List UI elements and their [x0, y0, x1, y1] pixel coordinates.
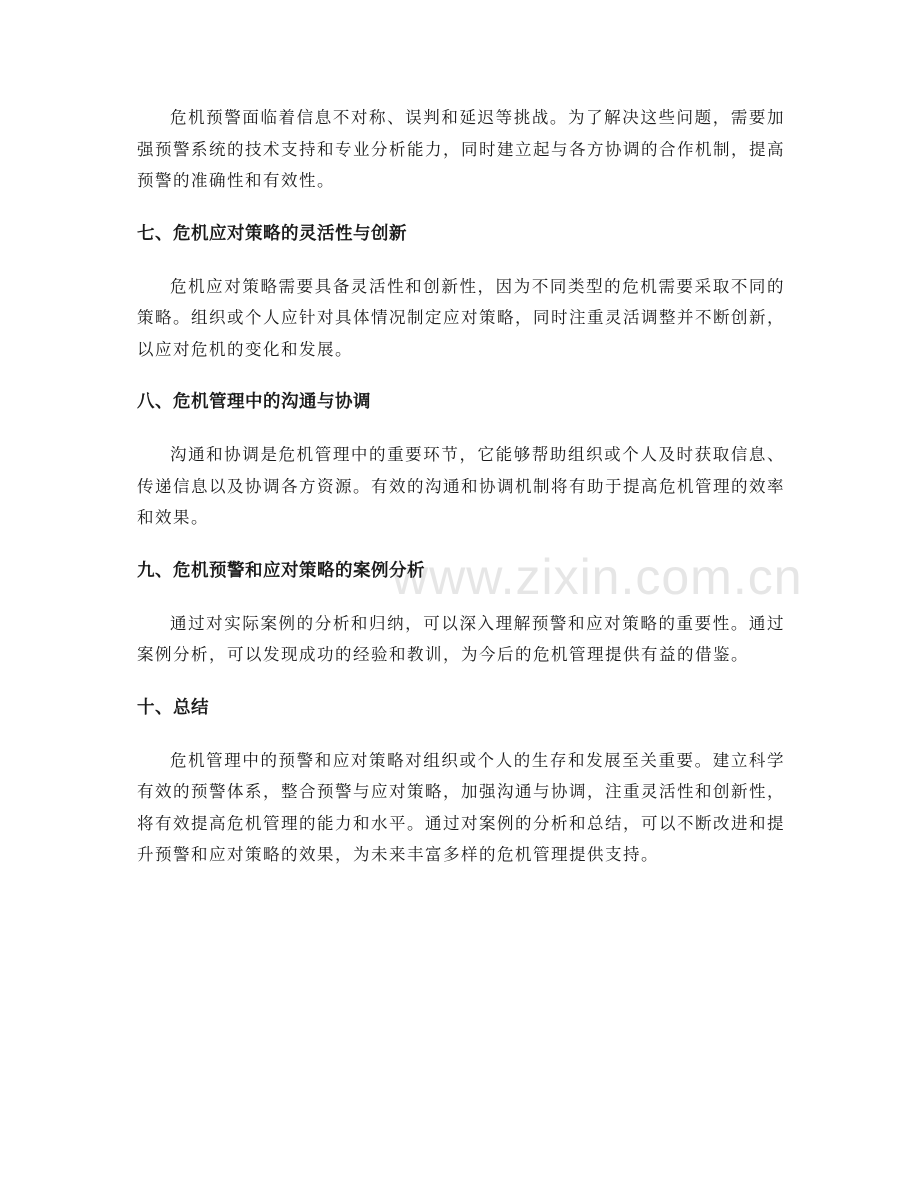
document-body	[137, 102, 785, 871]
heading-section-8: 八、危机管理中的沟通与协调	[137, 392, 371, 412]
paragraph-early-warning-challenges: 危机预警面临着信息不对称、误判和延迟等挑战。为了解决这些问题，需要加强预警系统的技术支持和专业分析能力，同时建立起与各方协调的合作机制，提高预警的准确性和有效性。	[137, 108, 785, 190]
heading-section-9: 九、危机预警和应对策略的案例分析	[137, 560, 425, 581]
watermark: www.zixin.com.cn	[392, 549, 803, 605]
paragraph-section-9: 通过对实际案例的分析和归纳，可以深入理解预警和应对策略的重要性。通过案例分析，可以发现成功的经验和教训，为今后的危机管理提供有益的借鉴。	[137, 613, 785, 664]
paragraph-section-7: 危机应对策略需要具备灵活性和创新性，因为不同类型的危机需要采取不同的策略。组织或个人应针对具体情况制定应对策略，同时注重灵活调整并不断创新，以应对危机的变化和发展。	[137, 276, 785, 359]
paragraph-section-10: 危机管理中的预警和应对策略对组织或个人的生存和发展至关重要。建立科学有效的预警体系，整合预警与应对策略，加强沟通与协调，注重灵活性和创新性，将有效提高危机管理的能力和水平。通过对案例的分析和总结，可以不断改进和提升预警和应对策略的效果，为未来丰富多样的危机管理提供支持。	[137, 750, 785, 864]
paragraph-section-8: 沟通和协调是危机管理中的重要环节，它能够帮助组织或个人及时获取信息、传递信息以及协调各方资源。有效的沟通和协调机制将有助于提高危机管理的效率和效果。	[137, 445, 785, 527]
heading-section-10: 十、总结	[137, 697, 209, 718]
heading-section-7: 七、危机应对策略的灵活性与创新	[137, 223, 407, 244]
